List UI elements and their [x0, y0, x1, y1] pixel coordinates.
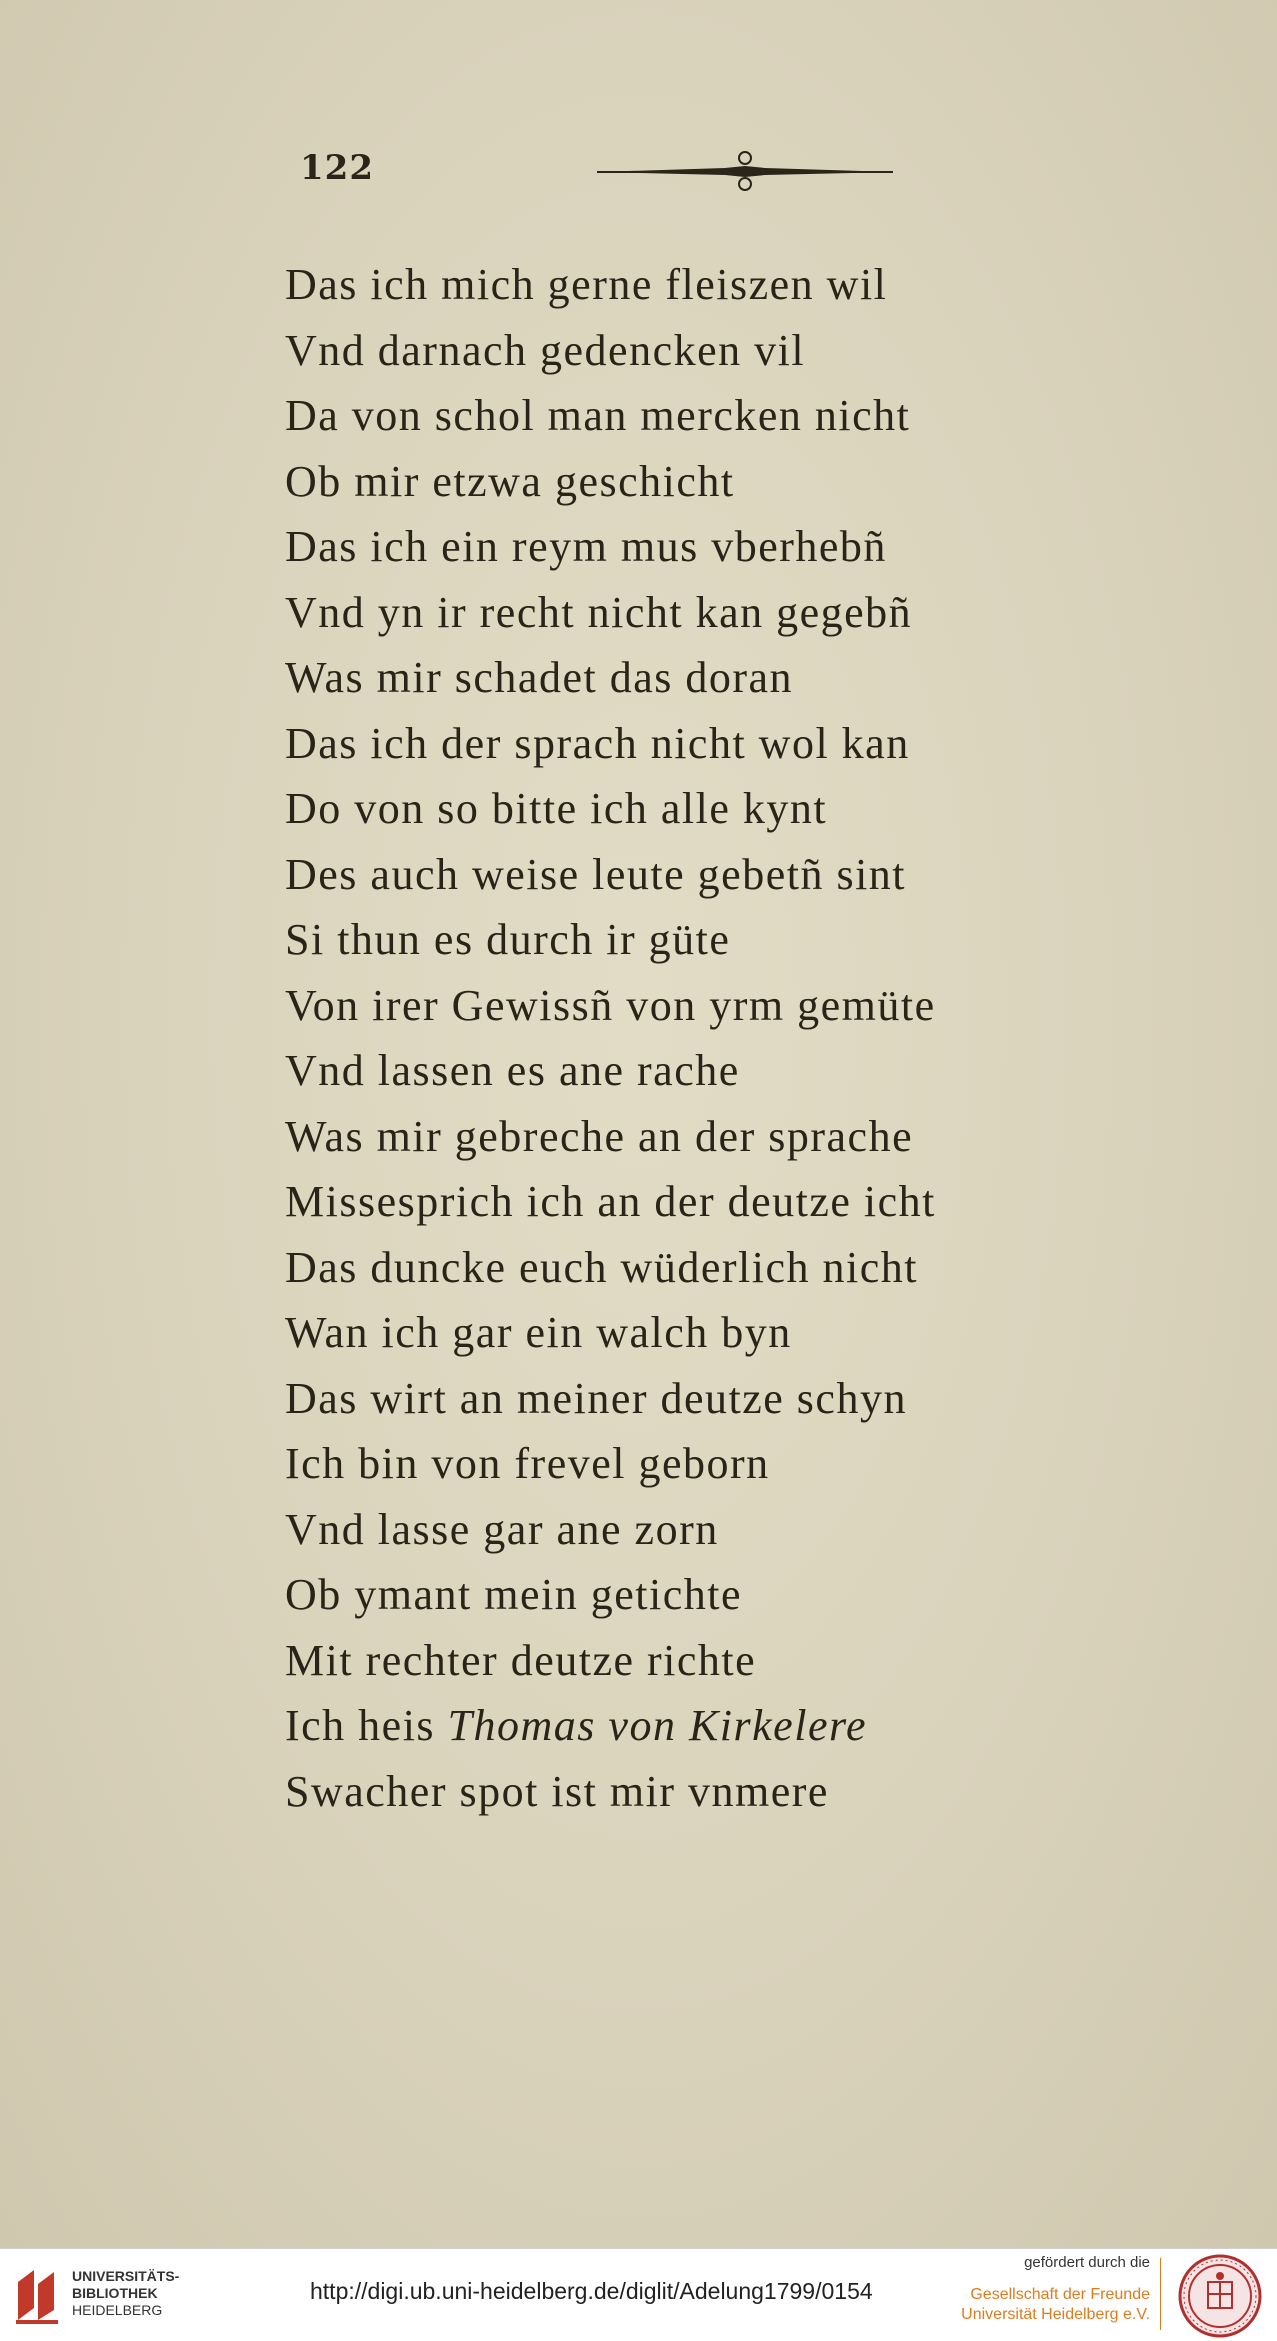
verse-line: Wan ich gar ein walch byn	[285, 1308, 792, 1357]
verse-line: Missesprich ich an der deutze icht	[285, 1177, 936, 1226]
verse-line: Das ich ein reym mus vberhebñ	[285, 522, 887, 571]
sponsor-name-line-2: Universität Heidelberg e.V.	[961, 2306, 1150, 2323]
ornament-divider-icon	[595, 148, 895, 192]
verse-line: Was mir schadet das doran	[285, 653, 794, 702]
verse-line: Swacher spot ist mir vnmere	[285, 1766, 829, 1816]
verse-line: Da von schol man mercken nicht	[285, 391, 911, 440]
verse-line: Vnd lasse gar ane zorn	[285, 1504, 719, 1554]
verse-line: Ich bin von frevel geborn	[285, 1439, 770, 1488]
signature-prefix: Ich heis	[285, 1701, 448, 1750]
author-name: Thomas von Kirkelere	[447, 1701, 867, 1750]
verse-line: Vnd lassen es ane rache	[285, 1046, 740, 1095]
verse-line: Das ich der sprach nicht wol kan	[285, 718, 910, 768]
sponsor-name-line-1: Gesellschaft der Freunde	[970, 2286, 1150, 2303]
verse-line: Das ich mich gerne fleiszen wil	[285, 260, 888, 309]
verse-line: Do von so bitte ich alle kynt	[285, 784, 828, 833]
source-url-link[interactable]: http://digi.ub.uni-heidelberg.de/diglit/Adelung1799/0154	[310, 2278, 873, 2304]
sponsor-intro: gefördert durch die	[1024, 2254, 1150, 2271]
verse-line: Des auch weise leute gebetñ sint	[285, 849, 907, 899]
sponsor-block	[950, 2254, 1150, 2325]
verse-line: Vnd darnach gedencken vil	[285, 325, 806, 375]
page-number: 122	[300, 148, 374, 188]
verse-line: Vnd yn ir recht nicht kan gegebñ	[285, 587, 913, 637]
verse-line: Was mir gebreche an der sprache	[285, 1111, 914, 1161]
library-line-3: HEIDELBERG	[72, 2302, 163, 2318]
verse-line: Das wirt an meiner deutze schyn	[285, 1373, 907, 1423]
verse-line: Mit rechter deutze richte	[285, 1635, 757, 1685]
verse-line: Ob ymant mein getichte	[285, 1570, 742, 1619]
university-library-logo-icon	[12, 2262, 64, 2326]
poem-text	[285, 252, 936, 1824]
library-line-1: UNIVERSITÄTS-	[72, 2268, 180, 2284]
footer-divider	[1160, 2258, 1161, 2330]
library-name	[72, 2268, 179, 2319]
verse-line: Ob mir etzwa geschicht	[285, 456, 735, 506]
university-seal-icon	[1178, 2254, 1262, 2338]
verse-line: Von irer Gewissñ von yrm gemüte	[285, 980, 936, 1030]
verse-line: Das duncke euch wüderlich nicht	[285, 1242, 918, 1292]
library-line-2: BIBLIOTHEK	[72, 2285, 158, 2301]
signature-line	[285, 1693, 936, 1759]
verse-line: Si thun es durch ir güte	[285, 915, 731, 964]
